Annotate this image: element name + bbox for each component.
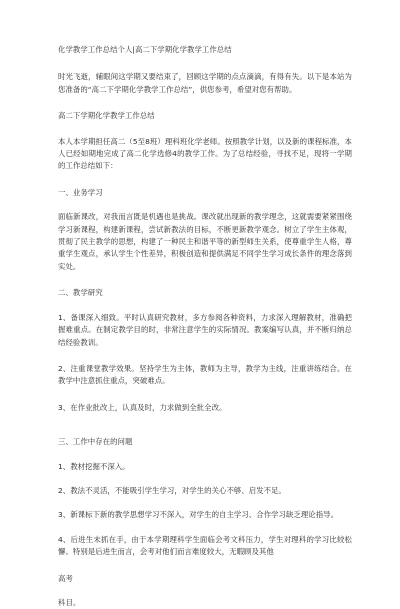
section-heading-2: 二、教学研究 [58, 288, 103, 298]
document-title: 化学教学工作总结个人|高二下学期化学教学工作总结 [58, 45, 232, 54]
section3-item-1: 1、教材挖掘不深入。 [58, 461, 130, 471]
section-heading-3: 三、工作中存在的问题 [58, 437, 133, 447]
footer-line-1: 高考 [58, 573, 73, 583]
section-body-1: 面临新课改，对我而言既是机遇也是挑战。课改就出现新的教学理念，这就需要紧紧围绕学习新课程，构建新课程，尝试新教法的目标，不断更新教学观念。树立了学生主体观，贯彻了民主教学的思想，构建了一种民主和谐平等的新型师生关系，使尊重学生人格，尊重学生观点，承认学生个性差异，积极创造和提供满足不同学生学习成长条件的理念落到实处。 [58, 212, 352, 271]
section-heading-1: 一、业务学习 [58, 187, 103, 197]
section2-item-2: 2、注重课堂教学效果。坚持学生为主体，教师为主导，教学为主线，注重讲练结合。在教学中注意抓住重点，突破难点。 [58, 363, 352, 386]
intro-paragraph: 时光飞逝，辅眼间这学期又要结束了，回顾这学期的点点滴滴，有得有失。以下是本站为您准备的“高二下学期化学教学工作总结”，供您参考，希望对您有帮助。 [58, 72, 352, 94]
section2-item-3: 3、在作业批改上，认真及时，力求做到全批全改。 [58, 402, 227, 412]
section3-item-4: 4、后进生未抓在手，由于本学期理科学生面临会考文科压力，学生对理科的学习比较松懈。特别是后进生而言，会考对他们而言难度较大，无暇顾及其他 [58, 534, 352, 557]
section2-item-1: 1、备课深入细致。平时认真研究教材，多方参阅各种资料，力求深入理解教材，准确把握难重点。在制定教学目的时，非常注意学生的实际情况。教案编写认真，并不断归纳总结经验教训。 [58, 312, 352, 347]
opening-paragraph: 本人本学期担任高二（5至8班）理科班化学老师。按照教学计划，以及新的课程标准，本人已经如期地完成了高二化学选修4的教学工作。为了总结经验，寻找不足，现将一学期的工作总结如下： [58, 136, 352, 171]
section3-item-3: 3、新课标下新的教学思想学习不深入，对学生的自主学习、合作学习缺乏理论指导。 [58, 510, 339, 520]
section3-item-2: 2、教法不灵活，不能吸引学生学习，对学生的关心不够、启发不足。 [58, 485, 286, 495]
footer-line-2: 科目。 [58, 597, 81, 607]
subtitle: 高二下学期化学教学工作总结 [58, 111, 155, 121]
